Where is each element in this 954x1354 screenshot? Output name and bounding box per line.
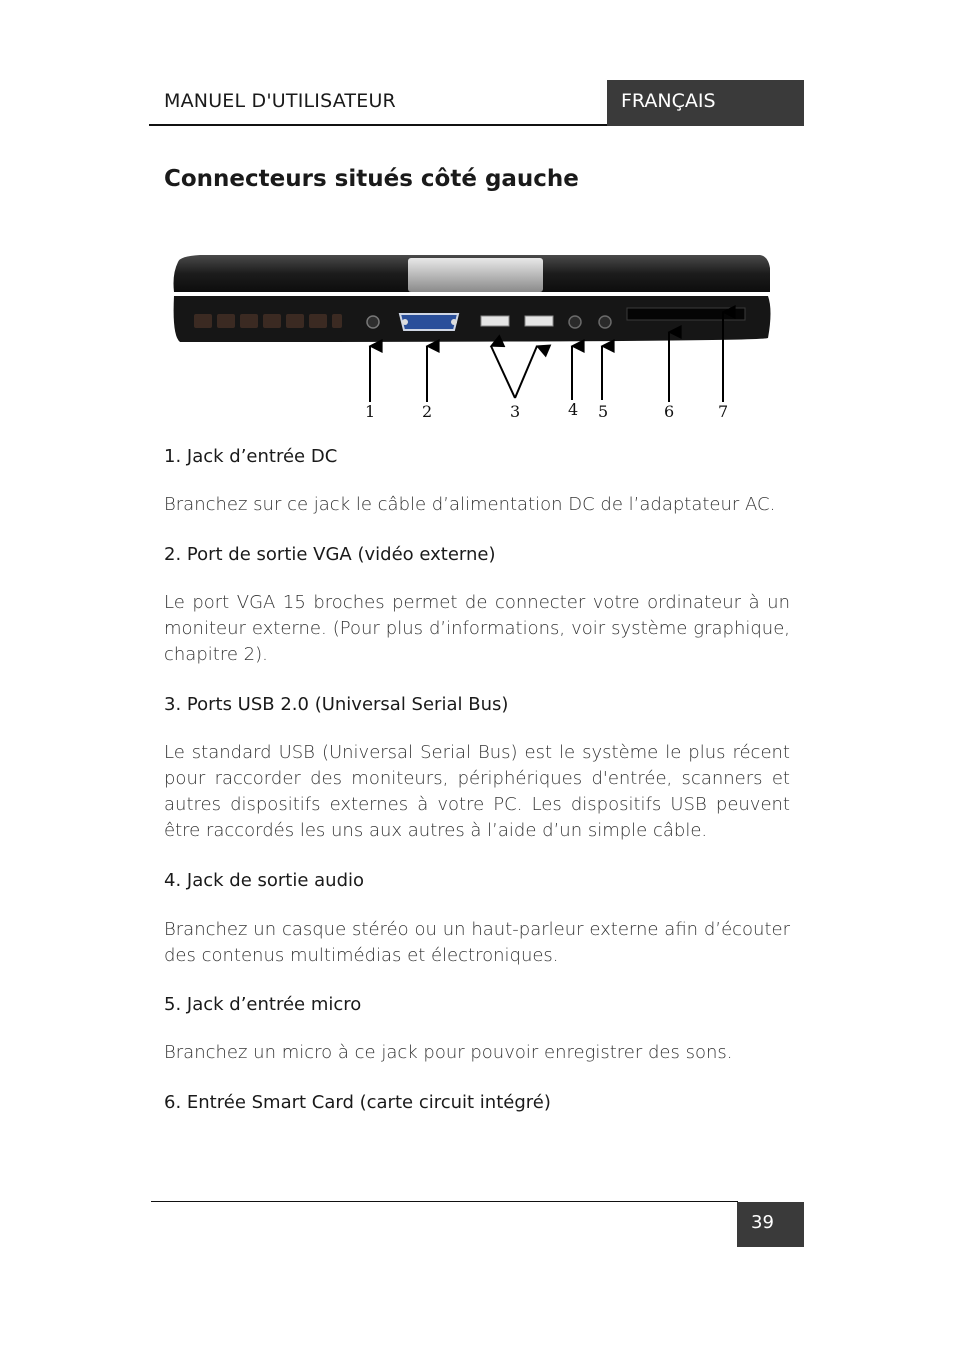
- callout-3: 3: [510, 402, 521, 421]
- item-title-usb: 3. Ports USB 2.0 (Universal Serial Bus): [164, 694, 509, 715]
- item-body-vga: Le port VGA 15 broches permet de connecter votre ordinateur à un moniteur externe. (Pour plus d’informations, voir système graphique, chapitre 2).: [164, 592, 790, 665]
- dc-jack-port: [367, 316, 379, 328]
- callout-7: 7: [718, 402, 729, 421]
- item-title-vga: 2. Port de sortie VGA (vidéo externe): [164, 544, 496, 565]
- page-number: 39: [737, 1202, 804, 1247]
- hinge: [408, 258, 543, 292]
- mic-in-port: [599, 316, 611, 328]
- header-rule: [149, 124, 607, 126]
- item-body-audio-out: Branchez un casque stéréo ou un haut-parleur externe afin d’écouter des contenus multimédias et électroniques.: [164, 919, 790, 966]
- smart-card-slot: [627, 308, 745, 320]
- language-tab: FRANÇAIS: [607, 80, 804, 126]
- laptop-left-side-figure: [170, 240, 800, 430]
- item-title-audio-out: 4. Jack de sortie audio: [164, 870, 365, 891]
- page-title: Connecteurs situés côté gauche: [164, 166, 579, 192]
- callout-5: 5: [598, 402, 609, 421]
- item-title-smart-card: 6. Entrée Smart Card (carte circuit intégré): [164, 1092, 551, 1113]
- item-body-dc-jack: Branchez sur ce jack le câble d’alimentation DC de l’adaptateur AC.: [164, 494, 776, 515]
- callout-4: 4: [568, 400, 579, 419]
- audio-out-port: [569, 316, 581, 328]
- vga-port: [400, 314, 458, 330]
- manual-title: MANUEL D'UTILISATEUR: [164, 90, 396, 112]
- usb-port-2: [525, 316, 553, 326]
- callout-1: 1: [365, 402, 376, 421]
- footer-rule: [151, 1201, 738, 1202]
- item-body-mic-in: Branchez un micro à ce jack pour pouvoir enregistrer des sons.: [164, 1042, 733, 1063]
- item-title-dc-jack: 1. Jack d’entrée DC: [164, 446, 338, 467]
- item-body-usb: Le standard USB (Universal Serial Bus) est le système le plus récent pour raccorder des moniteurs, périphériques d'entrée, scanners et autres dispositifs externes à votre PC. Les dispositifs USB peuvent être raccordés les uns aux autres à l’aide d’un simple câble.: [164, 742, 790, 841]
- callout-6: 6: [664, 402, 675, 421]
- usb-port-1: [481, 316, 509, 326]
- item-title-mic-in: 5. Jack d’entrée micro: [164, 994, 362, 1015]
- callout-2: 2: [422, 402, 433, 421]
